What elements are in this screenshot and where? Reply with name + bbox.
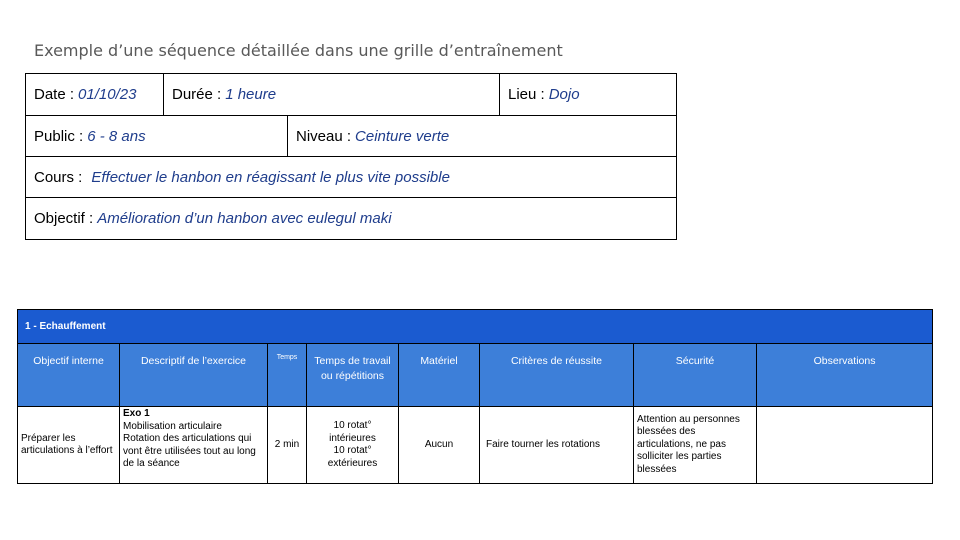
header-descriptif: Descriptif de l’exercice [120, 344, 268, 407]
warmup-table [17, 309, 933, 484]
info-row-date [26, 74, 676, 116]
column-header-row [18, 344, 933, 407]
cell-objectif-interne: Préparer les articulations à l’effort [18, 407, 120, 484]
rep-line-3: 10 rotat° [333, 445, 372, 456]
cell-securite: Attention au personnes blessées des articulations, ne pas solliciter les parties blessées [634, 407, 757, 484]
header-temps: Temps [268, 344, 307, 407]
exo-line-2: Rotation des articulations qui vont être utilisées tout au long de la séance [123, 433, 256, 469]
section-title: 1 - Echauffement [18, 310, 933, 344]
duree-cell [163, 74, 499, 115]
lieu-label: Lieu : [508, 86, 545, 103]
header-objectif-interne: Objectif interne [18, 344, 120, 407]
header-criteres: Critères de réussite [480, 344, 634, 407]
cell-materiel: Aucun [399, 407, 480, 484]
rep-line-2: intérieures [329, 432, 376, 444]
session-info-box [25, 73, 677, 240]
public-value: 6 - 8 ans [87, 127, 146, 145]
table-row [18, 407, 933, 484]
objectif-cell [26, 198, 676, 239]
header-temps-travail: Temps de travail ou répétitions [307, 344, 399, 407]
lieu-cell [499, 74, 676, 115]
duree-value: 1 heure [225, 86, 277, 103]
exo-line-1: Mobilisation articulaire [123, 420, 222, 432]
niveau-cell [287, 116, 676, 156]
cours-cell [26, 157, 676, 197]
niveau-value: Ceinture verte [355, 127, 450, 145]
cours-value: Effectuer le hanbon en réagissant le plus vite possible [91, 168, 450, 186]
header-materiel: Matériel [399, 344, 480, 407]
cell-observations [757, 407, 933, 484]
exo-title: Exo 1 [123, 408, 150, 419]
page-title: Exemple d’une séquence détaillée dans une grille d’entraînement [34, 41, 563, 60]
cell-descriptif [120, 407, 268, 484]
rep-line-4: extérieures [327, 457, 378, 469]
niveau-label: Niveau : [296, 127, 352, 145]
date-cell [26, 74, 163, 115]
header-securite: Sécurité [634, 344, 757, 407]
public-cell [26, 116, 287, 156]
info-row-public [26, 116, 676, 157]
objectif-value: Amélioration d’un hanbon avec eulegul maki [97, 210, 392, 227]
duree-label: Durée : [172, 86, 222, 103]
cours-label: Cours : [34, 168, 83, 186]
date-value: 01/10/23 [78, 86, 137, 103]
cell-temps: 2 min [268, 407, 307, 484]
date-label: Date : [34, 86, 75, 103]
info-row-objectif [26, 198, 676, 239]
cell-temps-travail [307, 407, 399, 484]
section-header-row [18, 310, 933, 344]
public-label: Public : [34, 127, 84, 145]
cell-criteres: Faire tourner les rotations [480, 407, 634, 484]
header-observations: Observations [757, 344, 933, 407]
objectif-label: Objectif : [34, 210, 94, 227]
rep-line-1: 10 rotat° [333, 420, 372, 431]
lieu-value: Dojo [548, 86, 580, 103]
info-row-cours [26, 157, 676, 198]
